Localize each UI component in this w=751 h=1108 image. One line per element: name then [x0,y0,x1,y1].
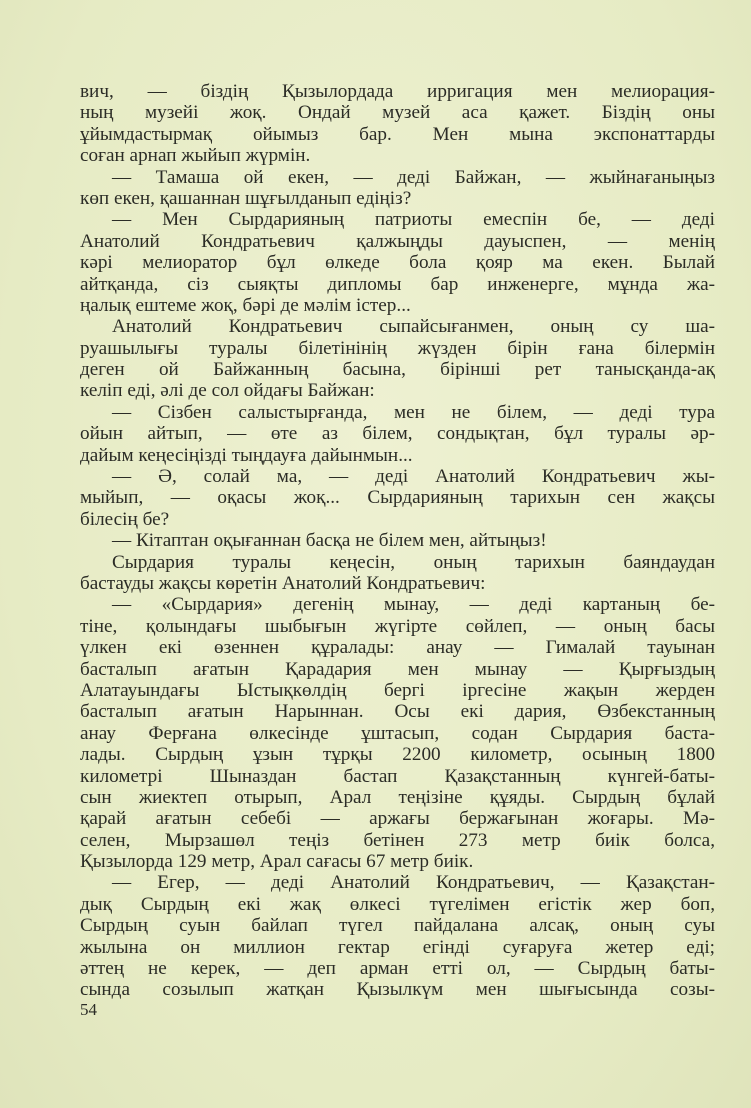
book-page-text [80,81,715,1001]
text-line: лады. Сырдың ұзын тұрқы 2200 километр, осының 1800 [80,744,715,766]
text-line: деген ой Байжанның басына, бірінші рет танысқанда-ақ [80,359,715,381]
text-line: — Сізбен салыстырғанда, мен не білем, — деді тура [112,401,715,423]
text-line: — Мен Сырдарияның патриоты емеспін бе, — деді [112,209,715,231]
text-line: — Кітаптан оқығаннан басқа не білем мен, айтыңыз! [112,530,547,552]
text-line: — Ә, солай ма, — деді Анатолий Кондратьевич жы- [112,466,715,488]
text-line: ұйымдастырмақ ойымыз бар. Мен мына экспонаттарды [80,123,715,145]
text-line: дық Сырдың екі жақ өлкесі түгелімен егістік жер боп, [80,893,715,915]
text-line: ңалық ештеме жоқ, бәрі де мәлім істер... [80,294,411,316]
text-line: айтқанда, сіз сыяқты дипломы бар инженерге, мұнда жа- [80,273,715,295]
text-line: білесің бе? [80,508,170,530]
text-line: үлкен екі өзеннен құралады: анау — Гималай тауынан [80,637,715,659]
text-line: Анатолий Кондратьевич сыпайсығанмен, оның су ша- [112,316,715,338]
text-line: жылына он миллион гектар егінді суғаруға жетер еді; [80,936,715,958]
text-line: — Тамаша ой екен, — деді Байжан, — жыйнағаныңыз [112,166,715,188]
page-number: 54 [80,1000,97,1019]
text-line: вич, — біздің Қызылордада ирригация мен мелиорация- [80,81,715,102]
text-line: анау Ферғана өлкесінде ұштасып, содан Сырдария баста- [80,722,715,744]
text-line: мыйып, — оқасы жоқ... Сырдарияның тарихын сен жақсы [80,487,715,509]
text-line: сын жиектеп отырып, Арал теңізіне құяды. Сырдың бұлай [80,786,715,808]
text-line: ның музейі жоқ. Ондай музей аса қажет. Біздің оны [80,102,715,124]
text-line: селен, Мырзашөл теңіз бетінен 273 метр биік болса, [80,829,715,851]
text-line: тіне, қолындағы шыбығын жүгірте сөйлеп, — оның басы [80,615,715,637]
text-line: кәрі мелиоратор бұл өлкеде бола қояр ма екен. Былай [80,252,715,274]
text-line: Сырдария туралы кеңесін, оның тарихын баяндаудан [112,551,715,573]
text-line: ойын айтып, — өте аз білем, сондықтан, бұл туралы әр- [80,423,715,445]
text-line: Қызылорда 129 метр, Арал сағасы 67 метр биік. [80,851,474,873]
text-line: Сырдың суын байлап түгел пайдалана алсақ, оның суы [80,915,715,937]
text-line: дайым кеңесіңізді тыңдауға дайынмын... [80,444,413,466]
text-line: көп екен, қашаннан шұғылданып едіңіз? [80,187,412,209]
text-line: Алатауындағы Ыстықкөлдің бергі іргесіне жақын жерден [80,679,715,701]
text-line: сында созылып жатқан Қызылкүм мен шығысында созы- [80,979,715,1001]
text-line: руашылығы туралы білетінінің жүзден бірін ғана білермін [80,337,715,359]
text-line: әттең не керек, — деп арман етті ол, — Сырдың баты- [80,958,715,980]
text-line: басталып ағатын Қарадария мен мынау — Қырғыздың [80,658,715,680]
text-line: басталып ағатын Нарыннан. Осы екі дария, Өзбекстанның [80,701,715,723]
text-line: келіп еді, әлі де сол ойдағы Байжан: [80,380,375,402]
text-line: қарай ағатын себебі — аржағы бержағынан жоғары. Мә- [80,808,715,830]
text-line: — Егер, — деді Анатолий Кондратьевич, — Қазақстан- [112,872,715,894]
text-line: Анатолий Кондратьевич қалжыңды дауыспен, — менің [80,230,715,252]
text-line: соған арнап жыйып жүрмін. [80,145,311,167]
text-line: километрі Шыназдан бастап Қазақстанның күнгей-баты- [80,765,715,787]
text-line: бастауды жақсы көретін Анатолий Кондратьевич: [80,572,486,594]
text-line: — «Сырдария» дегенің мынау, — деді картаның бе- [112,594,715,616]
